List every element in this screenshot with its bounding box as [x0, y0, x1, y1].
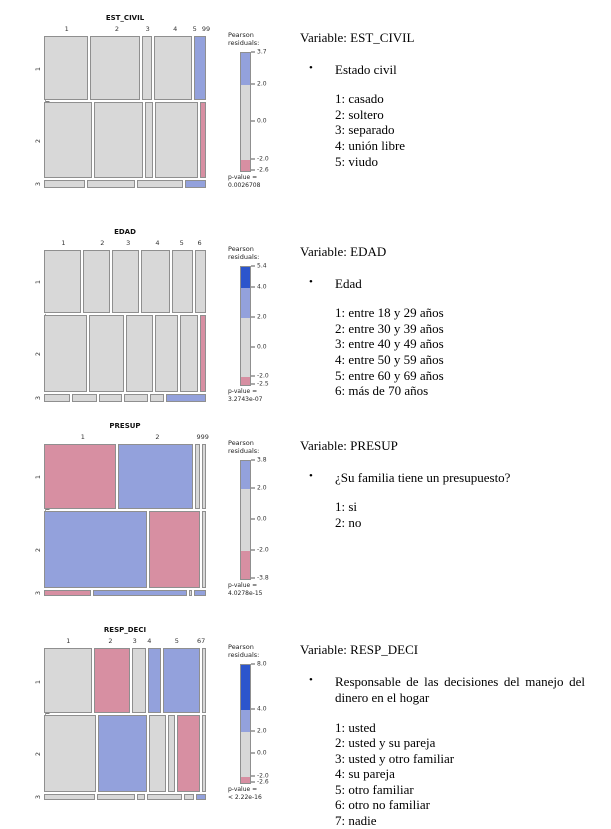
- mosaic-cell-gray: [189, 590, 193, 596]
- plot-title: EST_CIVIL: [105, 14, 145, 22]
- mosaic-grid: [44, 250, 206, 402]
- legend-title-line: residuals:: [228, 446, 260, 455]
- mosaic-cell-blue: [194, 590, 206, 596]
- legend-tick-mark: [251, 376, 255, 377]
- legend-segment-gray: [241, 489, 250, 550]
- mosaic-plot-presup: [30, 420, 300, 618]
- p-value-text: [228, 582, 263, 597]
- legend-tick-mark: [251, 775, 255, 776]
- mosaic-row: [44, 250, 206, 313]
- mosaic-row: [44, 444, 206, 509]
- y-axis-ticks: [36, 36, 44, 188]
- mosaic-cell-gray: [94, 102, 143, 178]
- legend-segment-blue: [241, 710, 250, 732]
- y-tick-label: 2: [34, 548, 43, 553]
- category-item: 3: usted y otro familiar: [335, 750, 455, 766]
- y-tick-label: 1: [34, 280, 43, 285]
- legend-tick-mark: [251, 287, 255, 288]
- category-item: 1: si: [335, 499, 358, 515]
- category-list: [335, 305, 592, 399]
- mosaic-row: [44, 315, 206, 392]
- y-tick-label: 3: [34, 395, 43, 401]
- category-item: 1: usted: [335, 719, 376, 735]
- legend-segment-gray: [241, 732, 250, 776]
- bullet-icon: •: [309, 276, 313, 288]
- category-item: 2: entre 30 y 39 años: [335, 320, 444, 336]
- bullet-row: [300, 674, 592, 707]
- y-axis-ticks: [36, 648, 44, 800]
- y-axis-ticks: [36, 250, 44, 402]
- legend-ticks: [251, 456, 291, 582]
- x-tick-label: 2: [114, 25, 119, 33]
- legend-tick-mark: [251, 158, 255, 159]
- mosaic-grid: [44, 648, 206, 800]
- variable-title: Variable: RESP_DECI: [300, 642, 419, 657]
- legend-tick-mark: [251, 488, 255, 489]
- legend-segment-blue: [241, 53, 250, 85]
- legend-tick-label: -2.5: [251, 381, 269, 388]
- x-tick-label: 99: [201, 25, 211, 33]
- legend-tick-mark: [251, 170, 255, 171]
- legend-ticks: [251, 48, 291, 174]
- x-tick-label: 2: [155, 433, 160, 441]
- legend-title-line: residuals:: [228, 650, 260, 659]
- mosaic-cell-gray: [142, 36, 152, 100]
- mosaic-cell-pink: [200, 102, 206, 178]
- legend-tick-label: 0.0: [251, 516, 267, 523]
- category-list: [335, 499, 592, 530]
- category-item: 4: entre 50 y 59 años: [335, 352, 444, 368]
- legend-title-line: Pearson: [228, 245, 254, 253]
- mosaic-cell-gray: [90, 36, 140, 100]
- y-tick-label: 2: [34, 138, 43, 143]
- mosaic-cell-gray: [141, 250, 170, 313]
- legend-tick-label: -3.8: [251, 575, 269, 582]
- mosaic-cell-gray: [155, 102, 198, 178]
- p-value-line: 4.0278e-15: [228, 589, 263, 597]
- mosaic-cell-blue: [196, 794, 206, 800]
- mosaic-cell-gray: [44, 394, 70, 402]
- mosaic-row: [44, 648, 206, 713]
- mosaic-cell-blue: [166, 394, 206, 402]
- y-tick-label: 1: [34, 66, 43, 71]
- mosaic-cell-gray: [97, 794, 135, 800]
- legend-tick-mark: [251, 731, 255, 732]
- p-value-line: p-value =: [228, 582, 258, 589]
- y-axis-ticks: [36, 444, 44, 596]
- bullet-icon: •: [309, 62, 313, 74]
- y-tick-label: 1: [34, 679, 43, 684]
- category-list: [335, 91, 592, 169]
- legend-tick-mark: [251, 519, 255, 520]
- legend-tick-label: 8.0: [251, 661, 267, 668]
- bullet-text: Responsable de las decisiones del manejo del dinero en el hogar: [335, 674, 585, 706]
- plot-title: EDAD: [114, 228, 136, 236]
- mosaic-cell-gray: [168, 715, 175, 791]
- mosaic-cell-gray: [202, 648, 206, 713]
- variable-title: Variable: EST_CIVIL: [300, 30, 415, 45]
- legend-ticks: [251, 262, 291, 388]
- category-item: 3: entre 40 y 49 años: [335, 336, 444, 352]
- bullet-text: Edad: [335, 276, 362, 291]
- x-tick-label: 67: [196, 637, 206, 645]
- mosaic-row: [44, 511, 206, 588]
- legend-tick-label: 2.0: [251, 313, 267, 320]
- residuals-legend: [228, 440, 300, 616]
- legend-title-line: Pearson: [228, 439, 254, 447]
- x-tick-label: 5: [174, 637, 179, 645]
- legend-tick-label: 0.0: [251, 118, 267, 125]
- plot-title: PRESUP: [109, 422, 141, 430]
- bullet-text: ¿Su familia tiene un presupuesto?: [335, 470, 511, 485]
- mosaic-cell-gray: [126, 315, 153, 392]
- residuals-legend: [228, 246, 300, 422]
- p-value-line: 0.0026708: [228, 181, 261, 189]
- x-tick-label: 1: [80, 433, 85, 441]
- category-item: 1: casado: [335, 91, 384, 107]
- y-tick-label: 2: [34, 752, 43, 757]
- legend-tick-mark: [251, 266, 255, 267]
- legend-tick-label: -2.6: [251, 167, 269, 174]
- x-axis-ticks: [44, 25, 211, 33]
- description-column: [300, 438, 592, 530]
- p-value-text: [228, 388, 263, 403]
- legend-segment-blue: [241, 461, 250, 489]
- legend-colorbar: [240, 664, 251, 784]
- x-tick-label: 4: [173, 25, 178, 33]
- figure-block-edad: [0, 226, 611, 424]
- category-item: 2: no: [335, 514, 362, 530]
- mosaic-cell-gray: [137, 180, 182, 188]
- mosaic-cell-gray: [147, 794, 182, 800]
- mosaic-cell-pink: [200, 315, 206, 392]
- mosaic-cell-gray: [155, 315, 179, 392]
- y-tick-label: 3: [34, 794, 43, 799]
- x-tick-label: 1: [61, 239, 66, 247]
- legend-title-line: residuals:: [228, 38, 260, 47]
- mosaic-row: [44, 36, 206, 100]
- legend-tick-mark: [251, 316, 255, 317]
- legend-tick-label: 3.8: [251, 457, 267, 464]
- legend-tick-mark: [251, 384, 255, 385]
- x-axis-ticks: [44, 433, 209, 441]
- category-item: 1: entre 18 y 29 años: [335, 305, 444, 321]
- legend-segment-blue: [241, 288, 250, 318]
- mosaic-cell-pink: [44, 590, 91, 596]
- x-tick-label: 999: [196, 433, 209, 441]
- legend-tick-mark: [251, 549, 255, 550]
- mosaic-row: [44, 715, 206, 791]
- figure-block-resp-deci: [0, 624, 611, 829]
- category-item: 5: entre 60 y 69 años: [335, 367, 444, 383]
- category-list: [335, 720, 592, 829]
- p-value-line: p-value =: [228, 786, 258, 793]
- category-item: 2: usted y su pareja: [335, 735, 436, 751]
- x-tick-label: 1: [64, 25, 69, 33]
- mosaic-cell-gray: [202, 444, 206, 509]
- mosaic-cell-gray: [44, 715, 96, 791]
- legend-title-line: Pearson: [228, 31, 254, 39]
- x-tick-label: 3: [126, 239, 131, 247]
- category-item: 6: más de 70 años: [335, 383, 429, 399]
- bullet-icon: •: [309, 470, 313, 482]
- legend-tick-label: -2.6: [251, 779, 269, 786]
- figure-block-presup: [0, 420, 611, 618]
- legend-tick-label: 2.0: [251, 80, 267, 87]
- mosaic-cell-gray: [44, 36, 88, 100]
- legend-tick-mark: [251, 753, 255, 754]
- category-item: 5: viudo: [335, 153, 378, 169]
- mosaic-cell-gray: [145, 102, 153, 178]
- mosaic-cell-gray: [124, 394, 147, 402]
- legend-tick-label: -2.0: [251, 772, 269, 779]
- category-item: 7: nadie: [335, 813, 377, 829]
- category-item: 6: otro no familiar: [335, 797, 430, 813]
- legend-tick-label: 4.0: [251, 705, 267, 712]
- mosaic-row: [44, 394, 206, 402]
- y-tick-label: 2: [34, 352, 43, 357]
- x-tick-label: 5: [192, 25, 197, 33]
- legend-tick-mark: [251, 578, 255, 579]
- legend-segment-pink: [241, 777, 250, 783]
- category-item: 2: soltero: [335, 106, 384, 122]
- y-tick-label: 3: [34, 181, 43, 186]
- mosaic-cell-gray: [44, 794, 95, 800]
- legend-tick-label: 2.0: [251, 485, 267, 492]
- plot-title: RESP_DECI: [103, 626, 147, 634]
- legend-tick-mark: [251, 83, 255, 84]
- mosaic-cell-gray: [137, 794, 146, 800]
- mosaic-plot-est-civil: [30, 12, 300, 210]
- legend-segment-pink: [241, 160, 250, 171]
- legend-segment-darkblue: [241, 665, 250, 710]
- mosaic-grid: [44, 444, 206, 596]
- x-tick-label: 4: [147, 637, 152, 645]
- p-value-text: [228, 786, 262, 801]
- mosaic-cell-gray: [172, 250, 193, 313]
- residuals-legend: [228, 32, 300, 208]
- legend-tick-mark: [251, 664, 255, 665]
- mosaic-cell-blue: [98, 715, 147, 791]
- mosaic-cell-gray: [83, 250, 110, 313]
- mosaic-cell-pink: [94, 648, 130, 713]
- p-value-line: < 2.22e-16: [228, 793, 262, 801]
- mosaic-grid: [44, 36, 206, 188]
- legend-tick-label: 5.4: [251, 263, 267, 270]
- legend-tick-mark: [251, 460, 255, 461]
- legend-colorbar: [240, 460, 251, 580]
- legend-title: [228, 32, 300, 48]
- legend-colorbar: [240, 52, 251, 172]
- mosaic-cell-gray: [87, 180, 136, 188]
- legend-title: [228, 440, 300, 456]
- mosaic-cell-gray: [150, 394, 164, 402]
- variable-title: Variable: PRESUP: [300, 438, 398, 453]
- legend-tick-mark: [251, 782, 255, 783]
- mosaic-cell-gray: [89, 315, 124, 392]
- legend-tick-label: 2.0: [251, 728, 267, 735]
- mosaic-cell-gray: [149, 715, 166, 791]
- x-tick-label: 3: [132, 637, 137, 645]
- legend-segment-pink: [241, 551, 250, 579]
- mosaic-cell-blue: [185, 180, 206, 188]
- legend-tick-mark: [251, 346, 255, 347]
- x-tick-label: 5: [179, 239, 184, 247]
- x-axis-ticks: [44, 239, 206, 247]
- mosaic-cell-gray: [202, 715, 206, 791]
- legend-segment-darkblue: [241, 267, 250, 288]
- legend-tick-label: -2.0: [251, 546, 269, 553]
- legend-tick-label: 4.0: [251, 284, 267, 291]
- category-item: 3: separado: [335, 122, 395, 138]
- legend-title-line: Pearson: [228, 643, 254, 651]
- mosaic-cell-pink: [177, 715, 200, 791]
- legend-segment-gray: [241, 85, 250, 160]
- legend-tick-label: 0.0: [251, 343, 267, 350]
- legend-segment-gray: [241, 318, 250, 378]
- mosaic-cell-blue: [118, 444, 192, 509]
- mosaic-row: [44, 180, 206, 188]
- description-column: [300, 642, 592, 829]
- legend-title: [228, 644, 300, 660]
- mosaic-cell-gray: [99, 394, 122, 402]
- x-tick-label: 3: [145, 25, 150, 33]
- legend-tick-label: 0.0: [251, 750, 267, 757]
- mosaic-cell-gray: [180, 315, 198, 392]
- mosaic-cell-gray: [44, 180, 85, 188]
- x-tick-label: 4: [155, 239, 160, 247]
- mosaic-cell-gray: [44, 102, 92, 178]
- residuals-legend: [228, 644, 300, 820]
- mosaic-cell-blue: [148, 648, 161, 713]
- x-tick-label: 1: [66, 637, 71, 645]
- mosaic-cell-blue: [194, 36, 207, 100]
- mosaic-cell-pink: [44, 444, 116, 509]
- category-item: 5: otro familiar: [335, 781, 414, 797]
- mosaic-cell-gray: [44, 250, 81, 313]
- mosaic-cell-blue: [44, 511, 147, 588]
- category-item: 4: su pareja: [335, 766, 395, 782]
- mosaic-cell-pink: [149, 511, 200, 588]
- mosaic-cell-gray: [44, 315, 87, 392]
- mosaic-cell-gray: [202, 511, 206, 588]
- x-tick-label: 2: [100, 239, 105, 247]
- y-tick-label: 1: [34, 475, 43, 480]
- bullet-icon: •: [309, 674, 313, 686]
- legend-tick-label: -2.0: [251, 155, 269, 162]
- variable-title: Variable: EDAD: [300, 244, 387, 259]
- bullet-text: Estado civil: [335, 62, 397, 77]
- legend-tick-mark: [251, 52, 255, 53]
- mosaic-cell-blue: [93, 590, 187, 596]
- p-value-line: p-value =: [228, 174, 258, 181]
- mosaic-plot-resp-deci: [30, 624, 300, 822]
- legend-tick-label: -2.0: [251, 373, 269, 380]
- x-tick-label: 6: [197, 239, 202, 247]
- mosaic-cell-gray: [132, 648, 145, 713]
- p-value-line: 3.2743e-07: [228, 395, 263, 403]
- legend-tick-mark: [251, 708, 255, 709]
- mosaic-cell-gray: [184, 794, 194, 800]
- mosaic-row: [44, 590, 206, 596]
- category-item: 4: unión libre: [335, 138, 406, 154]
- y-tick-label: 3: [34, 590, 43, 595]
- mosaic-row: [44, 102, 206, 178]
- legend-segment-pink: [241, 377, 250, 385]
- description-column: [300, 244, 592, 399]
- legend-ticks: [251, 660, 291, 786]
- mosaic-cell-gray: [112, 250, 139, 313]
- x-tick-label: 2: [108, 637, 113, 645]
- legend-colorbar: [240, 266, 251, 386]
- mosaic-cell-gray: [72, 394, 97, 402]
- bullet-row: [300, 276, 592, 292]
- bullet-row: [300, 470, 592, 486]
- description-column: [300, 30, 592, 169]
- mosaic-cell-gray: [195, 444, 200, 509]
- p-value-line: p-value =: [228, 388, 258, 395]
- mosaic-plot-edad: [30, 226, 300, 424]
- mosaic-cell-gray: [195, 250, 206, 313]
- legend-title-line: residuals:: [228, 252, 260, 261]
- x-axis-ticks: [44, 637, 206, 645]
- figure-block-est-civil: [0, 12, 611, 210]
- legend-title: [228, 246, 300, 262]
- mosaic-cell-blue: [163, 648, 199, 713]
- p-value-text: [228, 174, 260, 189]
- bullet-row: [300, 62, 592, 78]
- mosaic-cell-gray: [154, 36, 192, 100]
- legend-tick-label: 3.7: [251, 49, 267, 56]
- legend-tick-mark: [251, 121, 255, 122]
- mosaic-row: [44, 794, 206, 800]
- mosaic-cell-gray: [44, 648, 92, 713]
